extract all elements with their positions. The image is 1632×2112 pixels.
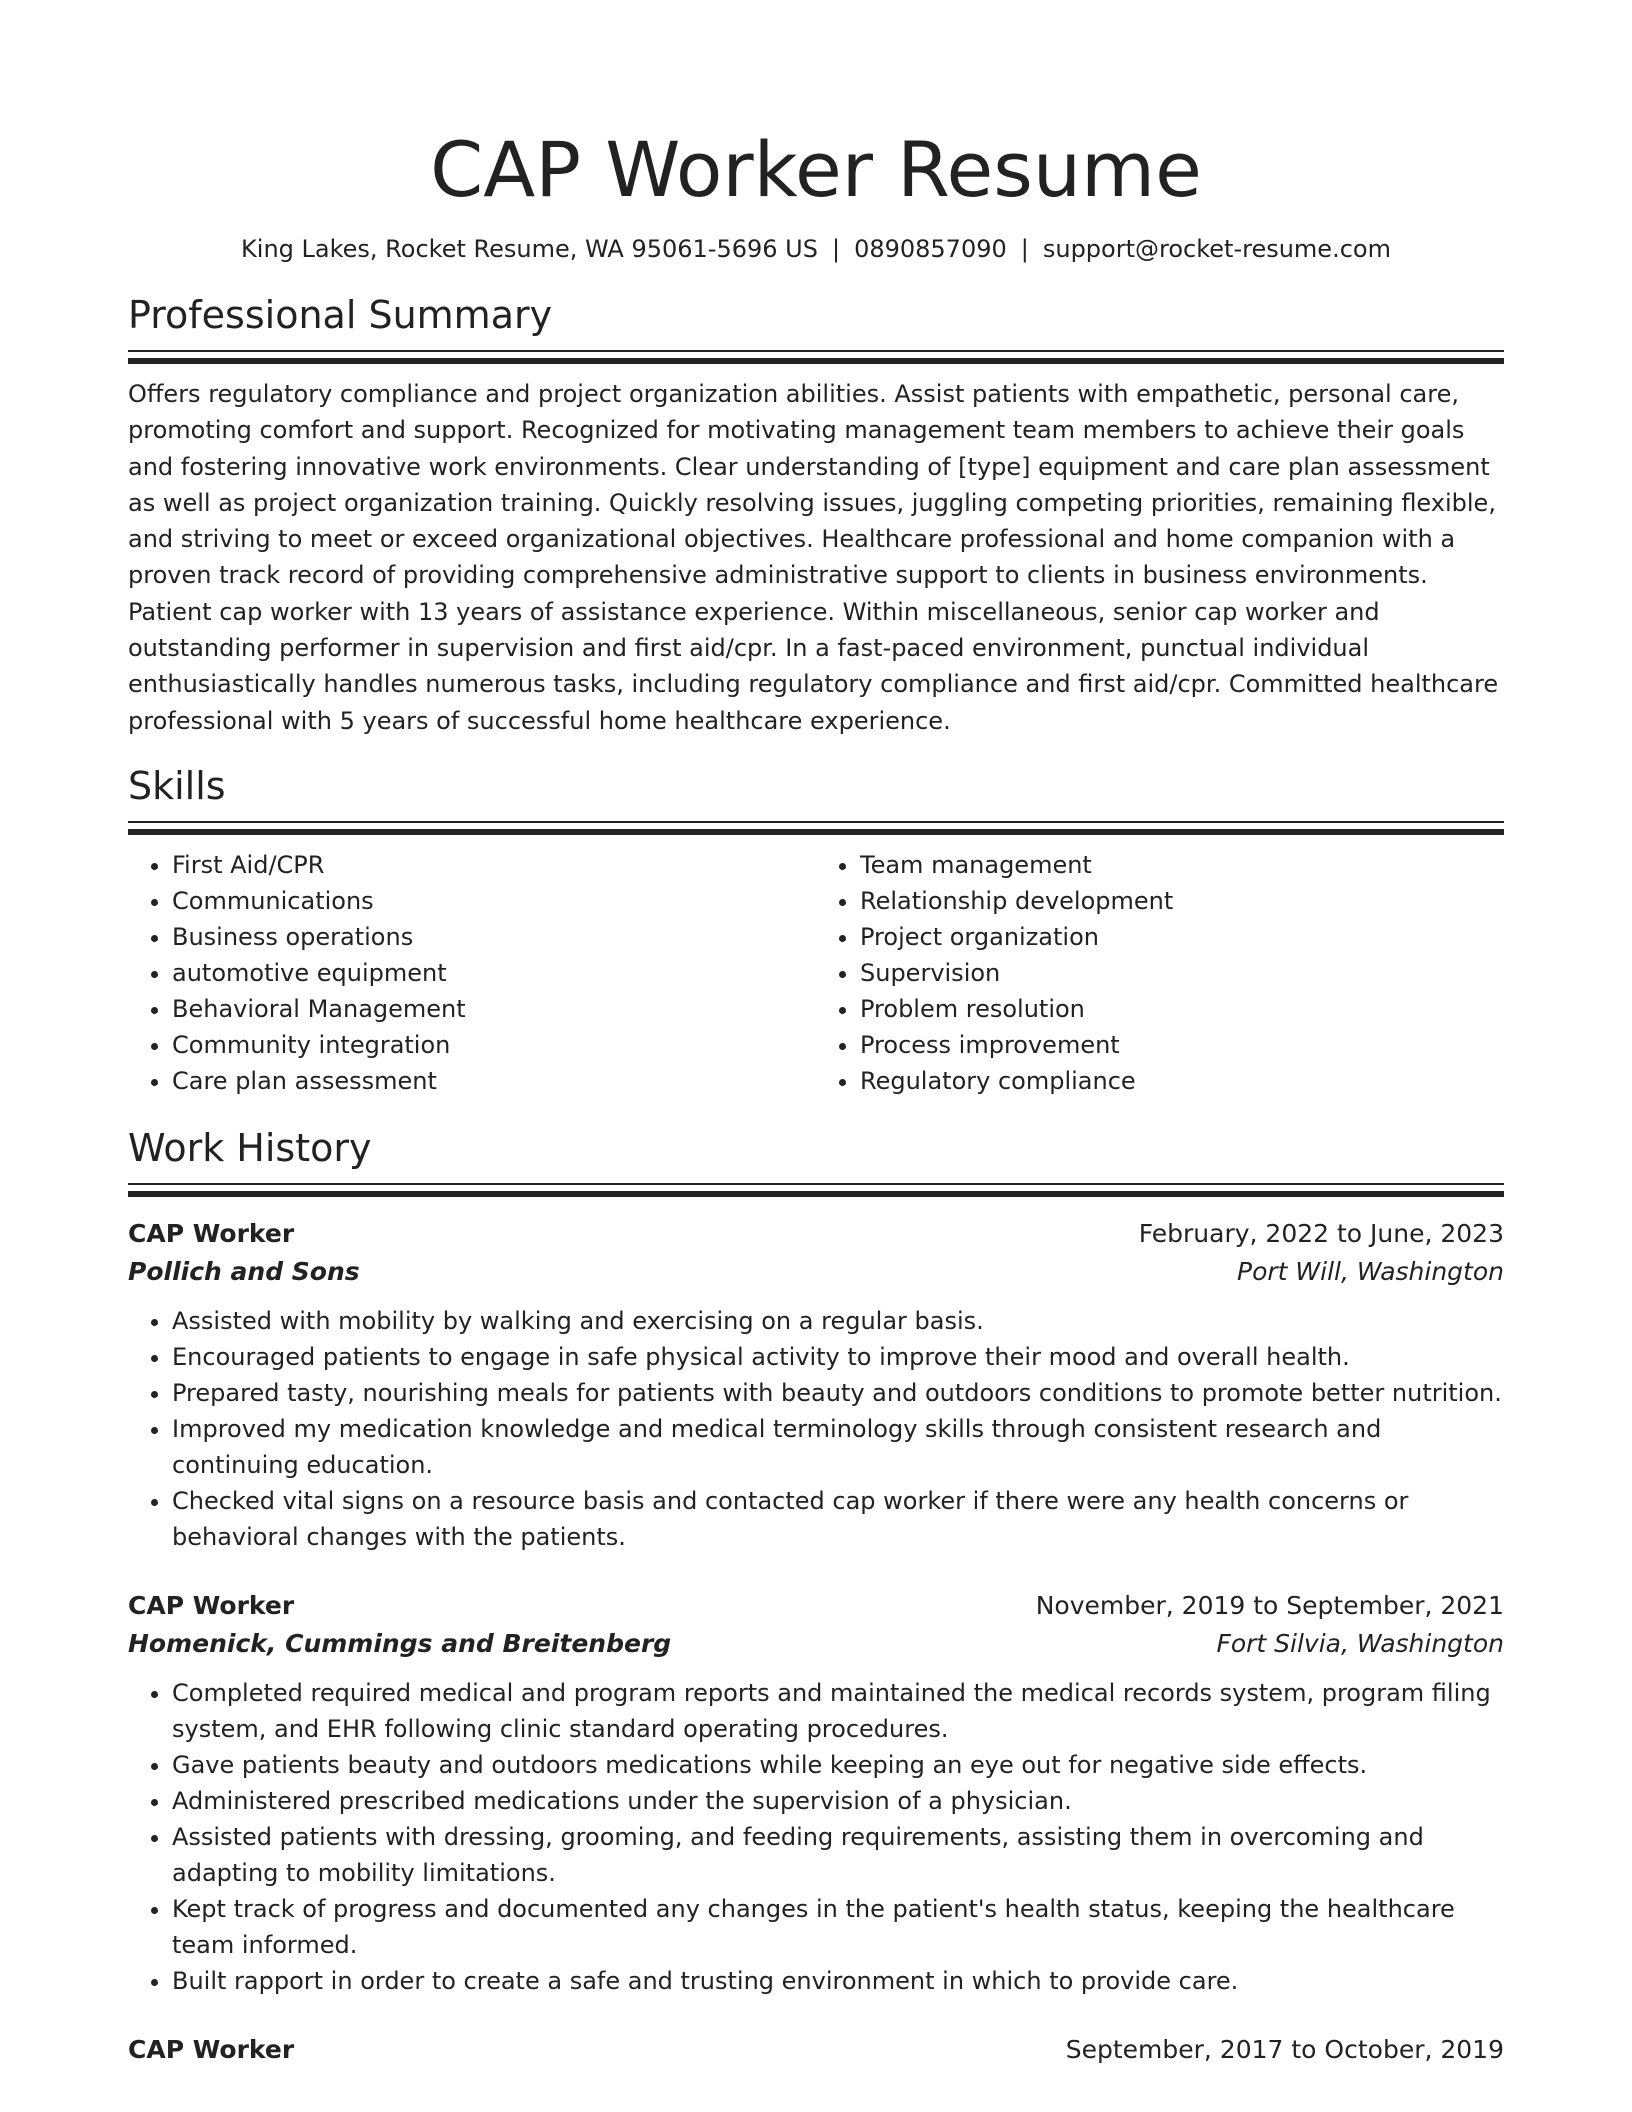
skill-item: • Business operations [172,919,816,955]
job-duty-item: • Kept track of progress and documented any changes in the patient's health status, keeping the healthcare team informed. [172,1891,1504,1963]
skill-item: • Team management [860,847,1504,883]
job-company: Pollich and Sons [128,1256,360,1286]
skill-item: • First Aid/CPR [172,847,816,883]
summary-section [128,290,1504,739]
job-duty-item: • Administered prescribed medications under the supervision of a physician. [172,1783,1504,1819]
job-title: CAP Worker [128,1218,295,1248]
section-heading-summary: Professional Summary [128,293,553,337]
skill-item: • Relationship development [860,883,1504,919]
skill-item: • Care plan assessment [172,1063,816,1099]
job-location: Fort Silvia, Washington [1216,1628,1504,1658]
section-heading-work-history: Work History [128,1125,372,1170]
job-duty-item: • Checked vital signs on a resource basis and contacted cap worker if there were any health concerns or behavioral changes with the patients. [172,1483,1504,1555]
skills-list-right [816,847,1504,1099]
job-header-row [128,1587,1504,1625]
job-company: Homenick, Cummings and Breitenberg [128,1628,672,1658]
job-header-row [128,2031,1504,2069]
job-duty-item: • Completed required medical and program reports and maintained the medical records system, program filing system, and EHR following clinic standard operating procedures. [172,1675,1504,1747]
contact-phone: 0890857090 [854,235,1007,263]
job-subheader-row [128,1253,1504,1291]
job-entry [128,1215,1504,1555]
divider-thick-line [128,358,1504,364]
job-location: Port Will, Washington [1237,1256,1504,1286]
job-dates: September, 2017 to October, 2019 [1065,2034,1504,2064]
job-entry [128,2031,1504,2069]
divider-thin-line [128,821,1504,823]
divider-thick-line [128,829,1504,835]
summary-paragraph: Offers regulatory compliance and project organization abilities. Assist patients with empathetic, personal care, promoting comfort and support. Recognized for motivating management team members to achieve their goals and fostering innovative work environments. Clear understanding of [type] equipment and care plan assessment as well as project organization training. Quickly resolving issues, juggling competing priorities, remaining flexible, and striving to meet or exceed organizational objectives. Healthcare professional and home companion with a proven track record of providing comprehensive administrative support to clients in business environments. Patient cap worker with 13 years of assistance experience. Within miscellaneous, senior cap worker and outstanding performer in supervision and first aid/cpr. In a fast-paced environment, punctual individual enthusiastically handles numerous tasks, including regulatory compliance and first aid/cpr. Committed healthcare professional with 5 years of successful home healthcare experience. [128,380,1499,735]
contact-separator: | [831,235,841,263]
section-divider [128,350,1504,364]
contact-email[interactable]: support@rocket-resume.com [1042,235,1391,263]
divider-thin-line [128,1183,1504,1185]
job-subheader-row [128,1625,1504,1663]
resume-page [128,0,1504,2093]
contact-address: King Lakes, Rocket Resume, WA 95061-5696 US [241,235,818,263]
contact-line [128,232,1504,266]
divider-thick-line [128,1191,1504,1197]
job-duties-list [128,1303,1504,1555]
job-title: CAP Worker [128,2034,295,2064]
skill-item: • Problem resolution [860,991,1504,1027]
job-title: CAP Worker [128,1590,295,1620]
skill-item: • Community integration [172,1027,816,1063]
skill-item: • Communications [172,883,816,919]
resume-title: CAP Worker Resume [430,125,1202,214]
work-history-section [128,1123,1504,2069]
job-dates: November, 2019 to September, 2021 [1035,1590,1504,1620]
skill-item: • Project organization [860,919,1504,955]
job-duty-item: • Improved my medication knowledge and medical terminology skills through consistent research and continuing education. [172,1411,1504,1483]
job-duty-item: • Assisted patients with dressing, grooming, and feeding requirements, assisting them in overcoming and adapting to mobility limitations. [172,1819,1504,1891]
skills-section [128,761,1504,1099]
skills-list-left [128,847,816,1099]
job-entry [128,1587,1504,1999]
job-dates: February, 2022 to June, 2023 [1138,1218,1504,1248]
contact-separator: | [1020,235,1029,263]
skill-item: • Behavioral Management [172,991,816,1027]
section-divider [128,1183,1504,1197]
job-duty-item: • Prepared tasty, nourishing meals for patients with beauty and outdoors conditions to promote better nutrition. [172,1375,1504,1411]
skill-item: • Process improvement [860,1027,1504,1063]
skill-item: • Regulatory compliance [860,1063,1504,1099]
divider-thin-line [128,350,1504,352]
job-duty-item: • Built rapport in order to create a safe and trusting environment in which to provide care. [172,1963,1504,1999]
job-duty-item: • Gave patients beauty and outdoors medications while keeping an eye out for negative side effects. [172,1747,1504,1783]
skill-item: • Supervision [860,955,1504,991]
job-header-row [128,1215,1504,1253]
section-heading-skills: Skills [128,763,226,808]
job-duty-item: • Encouraged patients to engage in safe physical activity to improve their mood and overall health. [172,1339,1504,1375]
skill-item: • automotive equipment [172,955,816,991]
skills-columns [128,847,1504,1099]
section-divider [128,821,1504,835]
job-duty-item: • Assisted with mobility by walking and exercising on a regular basis. [172,1303,1504,1339]
job-duties-list [128,1675,1504,1999]
